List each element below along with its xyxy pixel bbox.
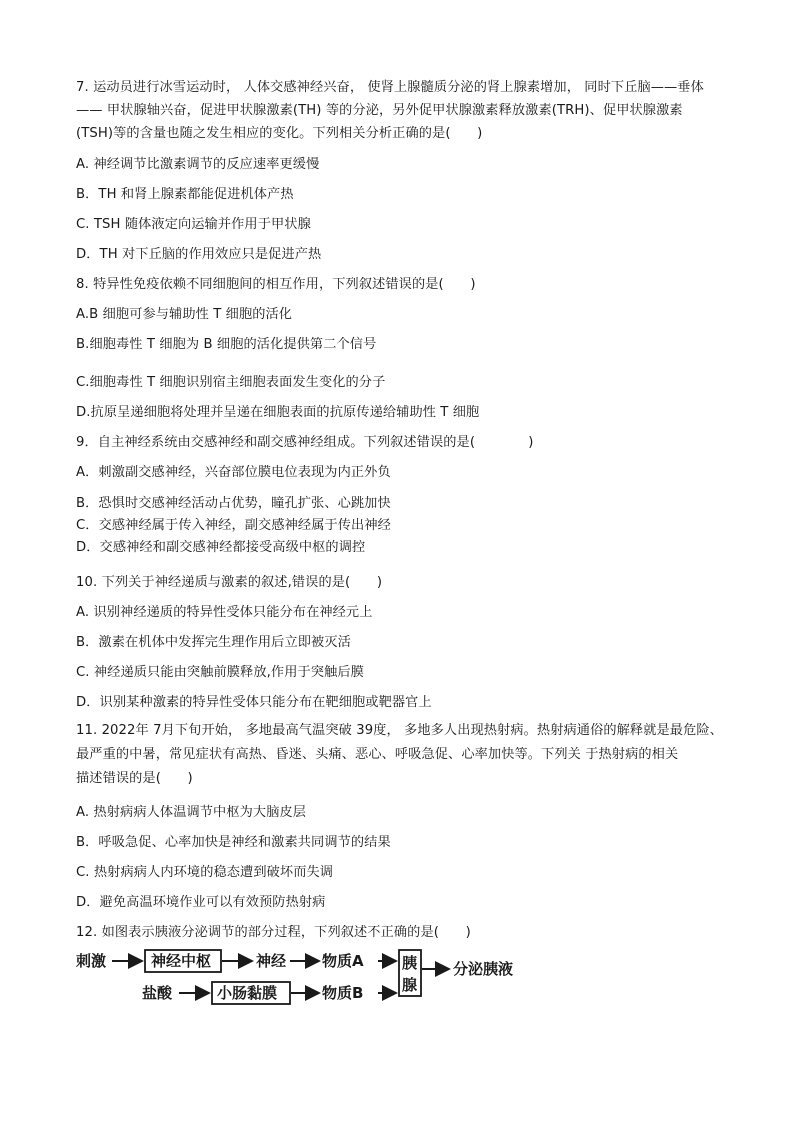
q7-option-a: A. 神经调节比激素调节的反应速率更缓慢 xyxy=(76,157,320,172)
q12-stem: 12. 如图表示胰液分泌调节的部分过程，下列叙述不正确的是( ) xyxy=(76,925,471,940)
q10-option-a: A. 识别神经递质的特异性受体只能分布在神经元上 xyxy=(76,605,373,620)
q9-option-a: A．刺激副交感神经，兴奋部位膜电位表现为内正外负 xyxy=(76,465,391,480)
substance-b-label: 物质B xyxy=(322,984,364,1002)
hcl-label: 盐酸 xyxy=(142,984,173,1002)
substance-a-label: 物质A xyxy=(322,952,364,970)
mucosa-label: 小肠黏膜 xyxy=(217,984,278,1002)
q9-option-d: D．交感神经和副交感神经都接受高级中枢的调控 xyxy=(76,540,366,555)
q7-stem-line-2: —— 甲状腺轴兴奋，促进甲状腺激素(TH) 等的分泌，另外促甲状腺激素释放激素(TRH)、促甲状腺激素 xyxy=(76,103,683,118)
q8-option-b: B.细胞毒性 T 细胞为 B 细胞的活化提供第二个信号 xyxy=(76,337,377,352)
q7-option-d: D．TH 对下丘脑的作用效应只是促进产热 xyxy=(76,247,322,262)
q9-stem: 9．自主神经系统由交感神经和副交感神经组成。下列叙述错误的是( ) xyxy=(76,435,534,450)
q10-option-b: B．激素在机体中发挥完生理作用后立即被灭活 xyxy=(76,635,351,650)
pancreas-label-top: 胰 xyxy=(402,954,418,972)
q10-option-d: D．识别某种激素的特异性受体只能分布在靶细胞或靶器官上 xyxy=(76,695,432,710)
pancreas-label-bottom: 腺 xyxy=(402,976,418,994)
q11-option-d: D．避免高温环境作业可以有效预防热射病 xyxy=(76,895,326,910)
output-label: 分泌胰液 xyxy=(453,960,514,978)
q10-option-c: C. 神经递质只能由突触前膜释放,作用于突触后膜 xyxy=(76,665,364,680)
stimulus-label: 刺激 xyxy=(76,952,107,970)
q11-option-b: B．呼吸急促、心率加快是神经和激素共同调节的结果 xyxy=(76,835,391,850)
q8-option-a: A.B 细胞可参与辅助性 T 细胞的活化 xyxy=(76,307,293,322)
q8-option-c: C.细胞毒性 T 细胞识别宿主细胞表面发生变化的分子 xyxy=(76,375,386,390)
q11-stem-line-3: 描述错误的是( ) xyxy=(76,771,193,786)
q10-stem: 10. 下列关于神经递质与激素的叙述,错误的是( ) xyxy=(76,575,383,590)
pancreatic-secretion-diagram xyxy=(76,948,536,1008)
q8-option-d: D.抗原呈递细胞将处理并呈递在细胞表面的抗原传递给辅助性 T 细胞 xyxy=(76,405,480,420)
nerve-label: 神经 xyxy=(256,952,287,970)
q11-option-a: A. 热射病病人体温调节中枢为大脑皮层 xyxy=(76,805,307,820)
q9-option-b: B．恐惧时交感神经活动占优势，瞳孔扩张、心跳加快 xyxy=(76,496,391,511)
q7-option-c: C. TSH 随体液定向运输并作用于甲状腺 xyxy=(76,217,311,232)
q11-stem-line-2: 最严重的中暑，常见症状有高热、昏迷、头痛、恶心、呼吸急促、心率加快等。下列关 于热射病的相关 xyxy=(76,747,679,762)
q7-option-b: B．TH 和肾上腺素都能促进机体产热 xyxy=(76,187,294,202)
q8-stem: 8. 特异性免疫依赖不同细胞间的相互作用，下列叙述错误的是( ) xyxy=(76,277,476,292)
q7-stem-line-3: (TSH)等的含量也随之发生相应的变化。下列相关分析正确的是( ) xyxy=(76,126,483,141)
q11-option-c: C. 热射病病人内环境的稳态遭到破坏而失调 xyxy=(76,865,334,880)
q7-stem-line-1: 7. 运动员进行冰雪运动时， 人体交感神经兴奋， 使肾上腺髓质分泌的肾上腺素增加， 同时下丘脑——垂体 xyxy=(76,80,704,95)
center-label: 神经中枢 xyxy=(151,952,212,970)
q9-option-c: C．交感神经属于传入神经，副交感神经属于传出神经 xyxy=(76,518,391,533)
q11-stem-line-1: 11. 2022年 7月下旬开始， 多地最高气温突破 39度， 多地多人出现热射病。热射病通俗的解释就是最危险、 xyxy=(76,723,723,738)
